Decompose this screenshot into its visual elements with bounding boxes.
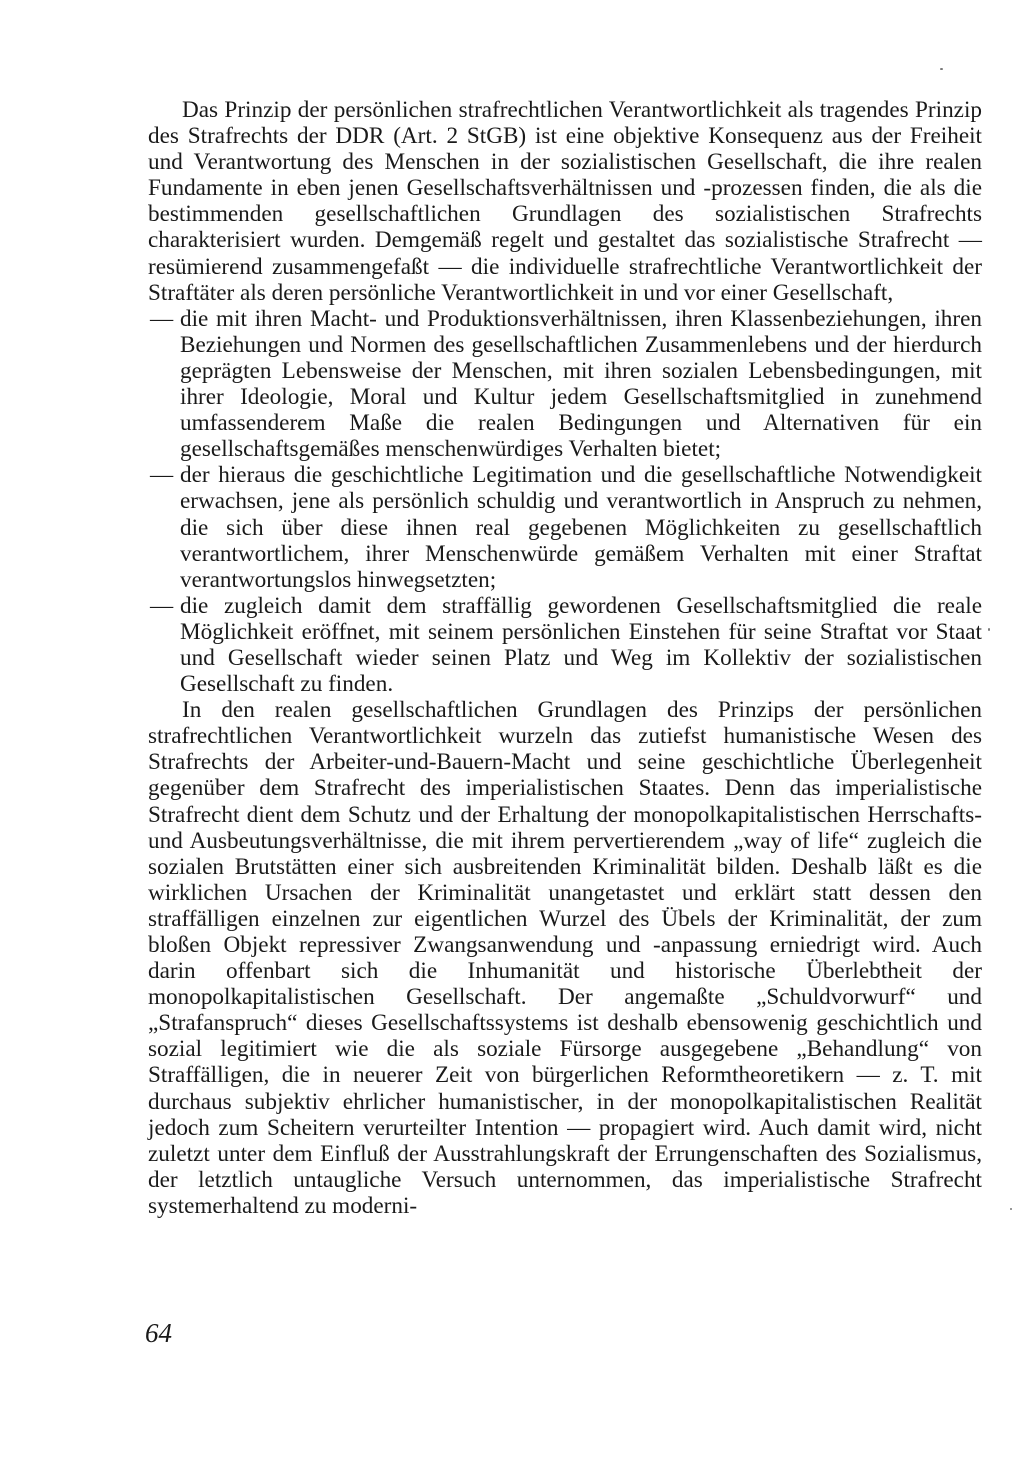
scan-speck bbox=[940, 68, 943, 70]
dash-list bbox=[148, 306, 982, 697]
dash-bullet: — bbox=[150, 592, 174, 619]
list-item bbox=[148, 306, 982, 463]
list-item bbox=[148, 593, 982, 697]
list-item-text: die mit ihren Macht- und Produktionsverhältnissen, ihren Klassenbeziehungen, ihren Beziehungen und Normen des gesellschaftlichen Zusammenlebens und der hierdurch geprägten Lebensweise der Menschen, mit ihren sozialen Lebensbedingungen, mit ihrer Ideologie, Moral und Kultur jedem Gesellschaftsmitglied in zunehmend umfassenderem Maße die realen Bedingungen und Alternativen für ein gesellschaftsgemäßes menschenwürdiges Verhalten bietet; bbox=[180, 305, 982, 463]
dash-bullet: — bbox=[150, 462, 174, 489]
scan-speck bbox=[988, 628, 990, 631]
dash-bullet: — bbox=[150, 305, 174, 332]
page-number: 64 bbox=[145, 1318, 172, 1348]
paragraph-1: Das Prinzip der persönlichen strafrechtlichen Verantwortlichkeit als tragendes Prinzip des Strafrechts der DDR (Art. 2 StGB) ist eine objektive Konsequenz aus der Freiheit und Verantwortung des Menschen in der sozialistischen Gesellschaft, die ihre realen Fundamente in eben jenen Gesellschaftsverhältnissen und -prozessen finden, die als die bestimmenden gesellschaftlichen Grundlagen des sozialistischen Strafrechts charakterisiert wurden. Demgemäß regelt und gestaltet das sozialistische Strafrecht — resümierend zusammengefaßt — die individuelle strafrechtliche Verantwortlichkeit der Straftäter als deren persönliche Verantwortlichkeit in und vor einer Gesellschaft, bbox=[148, 97, 982, 306]
list-item-text: die zugleich damit dem straffällig gewordenen Gesellschaftsmitglied die reale Möglichkeit eröffnet, mit seinem persönlichen Einstehen für seine Straftat vor Staat und Gesellschaft wieder seinen Platz und Weg im Kollektiv der sozialistischen Gesellschaft zu finden. bbox=[180, 592, 982, 698]
paragraph-2: In den realen gesellschaftlichen Grundlagen des Prinzips der persönlichen strafrechtlichen Verantwortlichkeit wurzeln das zutiefst humanistische Wesen des Strafrechts der Arbeiter-und-Bauern-Macht und seine geschichtliche Überlegenheit gegenüber dem Strafrecht des imperialistischen Staates. Denn das imperialistische Strafrecht dient dem Schutz und der Erhaltung der monopolkapitalistischen Herrschafts- und Ausbeutungsverhältnisse, die mit ihrem pervertierendem „way of life“ zugleich die sozialen Brutstätten einer sich ausbreitenden Kriminalität bilden. Deshalb läßt es die wirklichen Ursachen der Kriminalität unangetastet und erklärt statt dessen den straffälligen einzelnen zur eigentlichen Wurzel des Übels der Kriminalität, der zum bloßen Objekt repressiver Zwangsanwendung und -anpassung erniedrigt wird. Auch darin offenbart sich die Inhumanität und historische Überlebtheit der monopolkapitalistischen Gesellschaft. Der angemaßte „Schuldvorwurf“ und „Strafanspruch“ dieses Gesellschaftssystems ist deshalb ebensowenig geschichtlich und sozial legitimiert wie die als soziale Fürsorge ausgegebene „Behandlung“ von Straffälligen, die in neuerer Zeit von bürgerlichen Reformtheoretikern — z. T. mit durchaus subjektiv ehrlicher humanistischer, in der monopolkapitalistischen Realität jedoch zum Scheitern verurteilter Intention — propagiert wird. Auch damit wird, nicht zuletzt unter dem Einfluß der Ausstrahlungskraft der Errungenschaften des Sozialismus, der letztlich untaugliche Versuch unternommen, das imperialistische Strafrecht systemerhaltend zu moderni- bbox=[148, 697, 982, 1219]
body-text bbox=[148, 97, 982, 1219]
list-item-text: der hieraus die geschichtliche Legitimation und die gesellschaftliche Notwendigkeit erwachsen, jene als persönlich schuldig und verantwortlich in Anspruch zu nehmen, die sich über diese ihnen real gegebenen Möglichkeiten zu gesellschaftlich verantwortlichem, ihrer Menschenwürde gemäßem Verhalten mit einer Straftat verantwortungslos hinwegsetzten; bbox=[180, 462, 982, 593]
scan-speck bbox=[1010, 1208, 1012, 1210]
list-item bbox=[148, 462, 982, 592]
